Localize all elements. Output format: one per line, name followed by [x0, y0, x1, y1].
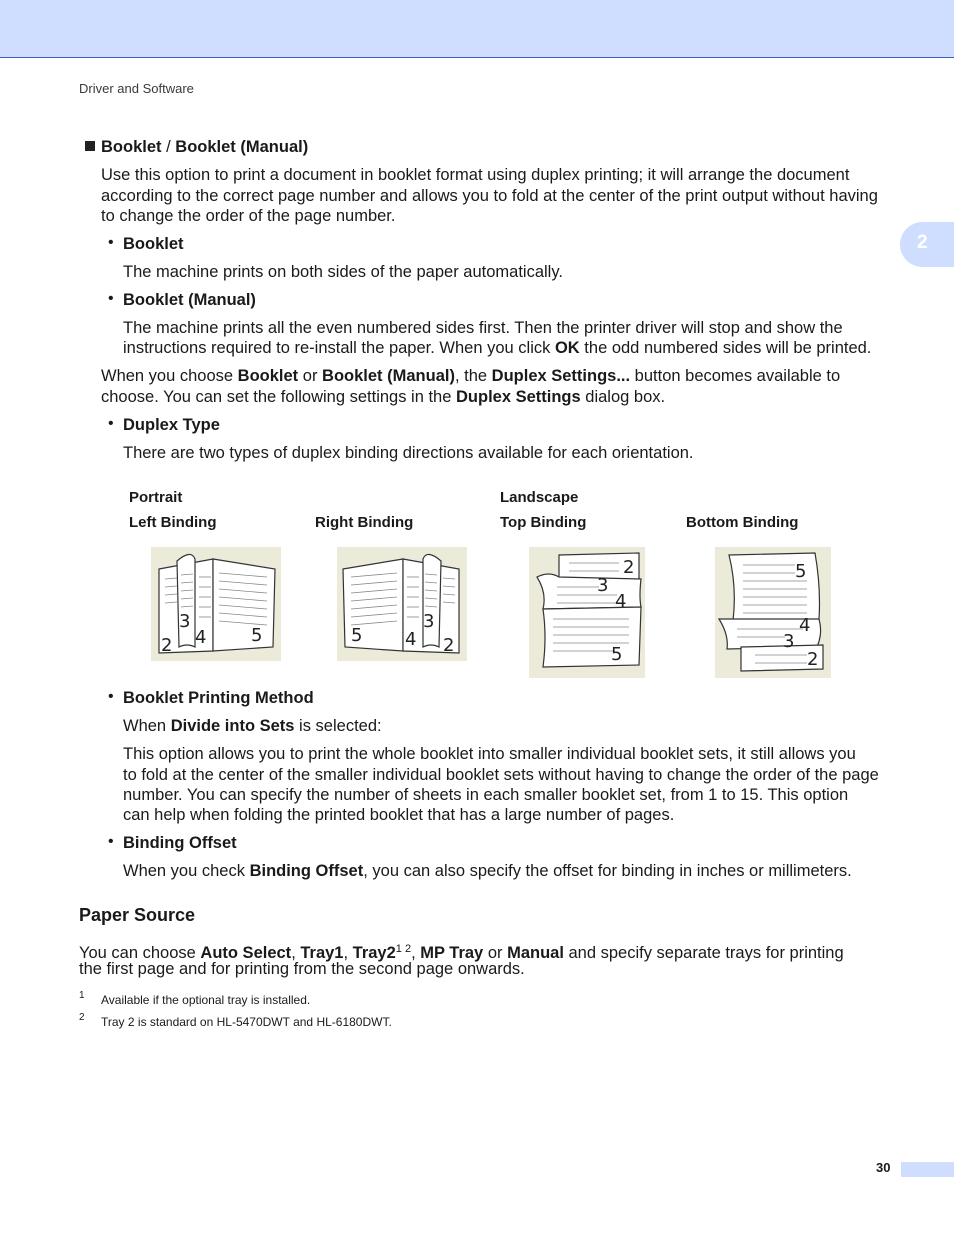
right-binding-caption: Right Binding	[315, 514, 414, 531]
header-bar	[0, 0, 954, 58]
page-number: 30	[876, 1160, 891, 1175]
chapter-tab	[900, 222, 954, 267]
printing-method-desc-3: number. You can specify the number of sheets in each smaller booklet set, from 1 to 15. This option	[123, 786, 849, 804]
bullet-dot: •	[108, 833, 114, 850]
top-binding-illustration	[529, 547, 645, 678]
square-bullet-icon	[85, 141, 95, 151]
chapter-number: 2	[917, 232, 928, 253]
page-number-label: 4	[799, 615, 811, 636]
booklet-desc: The machine prints on both sides of the paper automatically.	[123, 263, 563, 281]
running-title: Driver and Software	[79, 81, 194, 96]
intro-line-1: Use this option to print a document in booklet format using duplex printing; it will arrange the document	[101, 166, 850, 184]
booklet-label: Booklet	[123, 235, 184, 253]
footnote-text: Tray 2 is standard on HL-5470DWT and HL-6180DWT.	[101, 1015, 392, 1029]
page-number-label: 3	[423, 611, 435, 632]
printing-method-desc-1: This option allows you to print the whole booklet into smaller individual booklet sets, it still allows you	[123, 745, 856, 763]
page-number-label: 2	[443, 635, 455, 656]
page-number-label: 5	[795, 561, 807, 582]
printing-method-desc-2: to fold at the center of the smaller individual booklet sets without having to change the order of the page	[123, 766, 879, 784]
page-number-label: 5	[611, 644, 623, 665]
page-number-label: 3	[597, 575, 609, 596]
page-number-label: 5	[351, 625, 363, 646]
landscape-caption: Landscape	[500, 489, 579, 506]
intro-line-3: to change the order of the page number.	[101, 207, 396, 225]
duplex-type-label: Duplex Type	[123, 416, 220, 434]
bullet-dot: •	[108, 234, 114, 251]
right-binding-illustration	[337, 547, 467, 661]
printing-method-label: Booklet Printing Method	[123, 689, 314, 707]
footnote-reference: 1 2	[395, 943, 412, 955]
bottom-binding-illustration	[715, 547, 831, 678]
binding-offset-desc: When you check Binding Offset, you can also specify the offset for binding in inches or millimeters.	[123, 862, 852, 880]
page-number-label: 4	[615, 591, 627, 612]
choose-line-2: choose. You can set the following settings in the Duplex Settings dialog box.	[101, 388, 666, 406]
intro-line-2: according to the correct page number and allows you to fold at the center of the print output without having	[101, 187, 878, 205]
page-number-label: 2	[623, 557, 635, 578]
paper-source-line-2: the first page and for printing from the second page onwards.	[79, 960, 525, 978]
footnote-number: 1	[79, 990, 85, 1001]
page-number-label: 3	[179, 611, 191, 632]
page-number-label: 4	[405, 629, 417, 650]
page-number-bar	[901, 1162, 954, 1177]
page-number-label: 2	[807, 649, 819, 670]
footnote-text: Available if the optional tray is installed.	[101, 993, 311, 1007]
section-heading: Booklet / Booklet (Manual)	[85, 137, 308, 158]
bullet-dot: •	[108, 290, 114, 307]
paper-source-heading: Paper Source	[79, 905, 196, 925]
bottom-binding-caption: Bottom Binding	[686, 514, 799, 531]
booklet-manual-desc-2: instructions required to re-install the paper. When you click OK the odd numbered sides will be printed.	[123, 339, 872, 357]
page-number-label: 4	[195, 627, 207, 648]
binding-offset-label: Binding Offset	[123, 834, 237, 852]
printing-method-when: When Divide into Sets is selected:	[123, 717, 382, 735]
portrait-caption: Portrait	[129, 489, 183, 506]
bullet-dot: •	[108, 688, 114, 705]
duplex-type-desc: There are two types of duplex binding directions available for each orientation.	[123, 444, 694, 462]
footnote-number: 2	[79, 1012, 85, 1023]
printing-method-desc-4: can help when folding the printed booklet that has a large number of pages.	[123, 806, 675, 824]
choose-line-1: When you choose Booklet or Booklet (Manual), the Duplex Settings... button becomes available to	[101, 367, 841, 385]
paper-source-line-1: You can choose Auto Select, Tray1, $Tray2^{1 2}$, MP Tray or Manual and specify separate trays for printing	[79, 943, 844, 962]
left-binding-illustration	[151, 547, 281, 661]
left-binding-caption: Left Binding	[129, 514, 217, 531]
page-number-label: 2	[161, 635, 173, 656]
bullet-dot: •	[108, 415, 114, 432]
top-binding-caption: Top Binding	[500, 514, 587, 531]
booklet-manual-label: Booklet (Manual)	[123, 291, 256, 309]
booklet-manual-desc-1: The machine prints all the even numbered sides first. Then the printer driver will stop and show the	[123, 319, 843, 337]
page-number-label: 3	[783, 631, 795, 652]
page-number-label: 5	[251, 625, 263, 646]
